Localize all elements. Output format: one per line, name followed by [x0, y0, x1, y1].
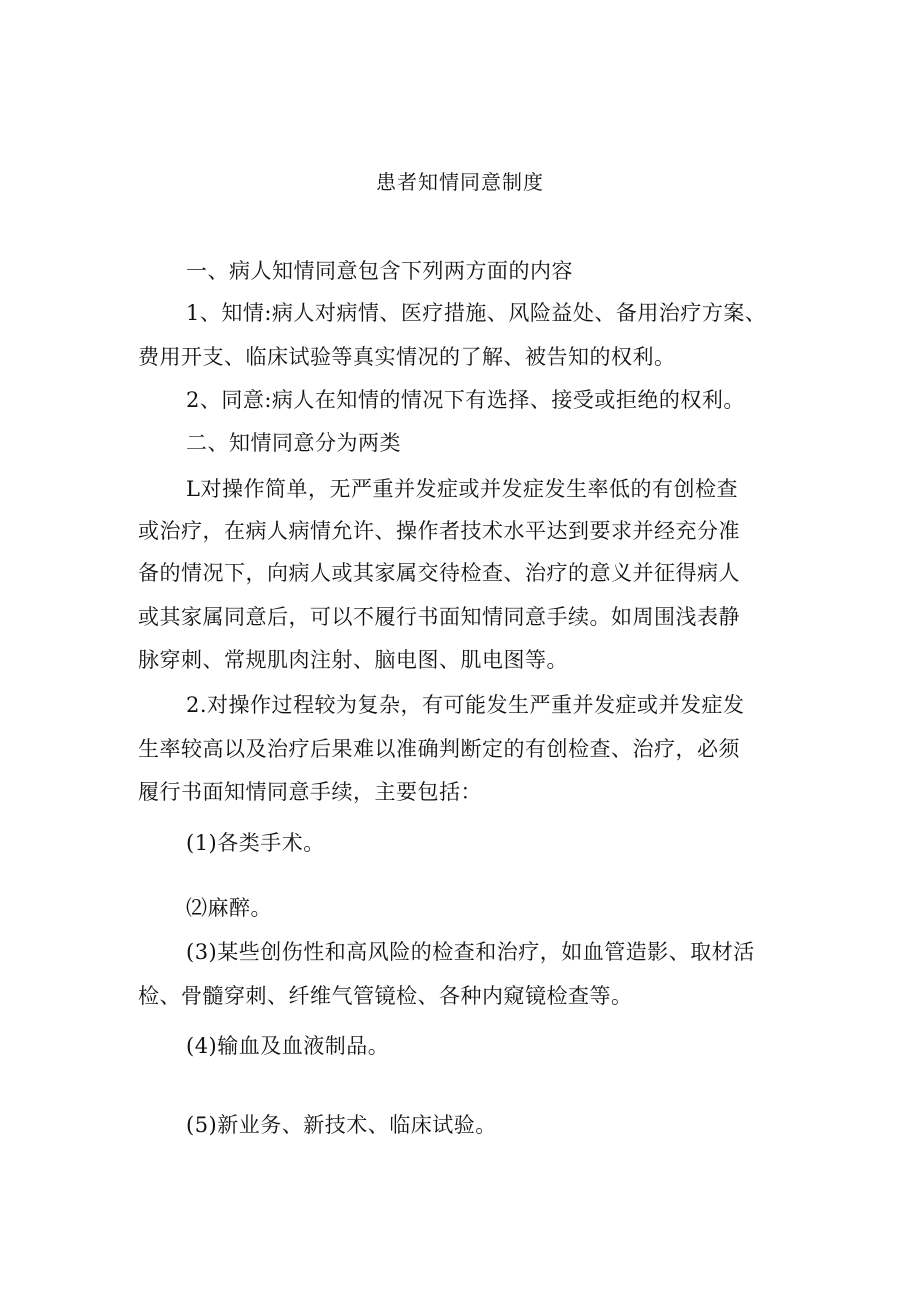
paragraph-line: 脉穿刺、常规肌肉注射、脑电图、肌电图等。: [138, 648, 568, 672]
document-title: 患者知情同意制度: [376, 170, 544, 194]
paragraph-line: 2.对操作过程较为复杂，有可能发生严重并发症或并发症发: [186, 693, 745, 717]
paragraph-line: L对操作简单，无严重并发症或并发症发生率低的有创检查: [186, 477, 738, 501]
paragraph-line: 1、知情:病人对病情、医疗措施、风险益处、备用治疗方案、: [186, 301, 767, 325]
paragraph-line: 生率较高以及治疗后果难以准确判断定的有创检查、治疗，必须: [138, 737, 740, 761]
paragraph-line: 履行书面知情同意手续，主要包括：: [138, 780, 482, 804]
paragraph-line: 备的情况下，向病人或其家属交待检查、治疗的意义并征得病人: [138, 561, 740, 585]
list-item: (4)输血及血液制品。: [186, 1034, 390, 1058]
list-item: (3)某些创伤性和高风险的检查和治疗，如血管造影、取材活: [186, 940, 755, 964]
list-item: (5)新业务、新技术、临床试验。: [186, 1113, 497, 1137]
list-item: ⑵麻醉。: [186, 896, 272, 920]
list-item: (1)各类手术。: [186, 831, 325, 855]
section-heading-2: 二、知情同意分为两类: [186, 431, 401, 455]
section-heading-1: 一、病人知情同意包含下列两方面的内容: [186, 259, 573, 283]
paragraph-line: 检、骨髓穿刺、纤维气管镜检、各种内窥镜检查等。: [138, 984, 633, 1008]
paragraph-line: 费用开支、临床试验等真实情况的了解、被告知的权利。: [138, 345, 676, 369]
paragraph-line: 或治疗，在病人病情允许、操作者技术水平达到要求并经充分准: [138, 519, 740, 543]
paragraph-line: 或其家属同意后，可以不履行书面知情同意手续。如周围浅表静: [138, 605, 740, 629]
paragraph-line: 2、同意:病人在知情的情况下有选择、接受或拒绝的权利。: [186, 388, 745, 412]
